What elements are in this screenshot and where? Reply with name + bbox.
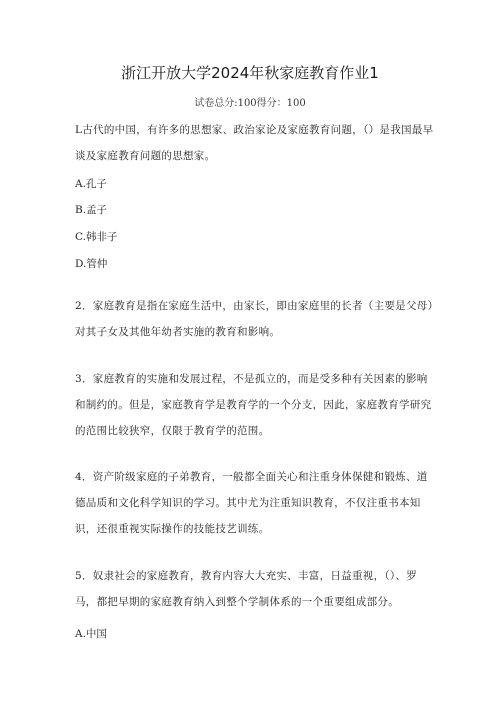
question-5-text: 5．奴隶社会的家庭教育，教育内容大大充实、丰富，日益重视，（）、罗马，都把早期的家庭教育纳入到整个学制体系的一个重要组成部分。	[75, 570, 418, 608]
question-5-option-a[interactable]: A.中国	[75, 628, 107, 640]
page-title: 浙江开放大学2024年秋家庭教育作业1	[121, 64, 379, 82]
question-1-option-c[interactable]: C.韩非子	[75, 231, 118, 243]
question-4-text: 4．资产阶级家庭的子弟教育，一般都全面关心和注重身体保健和锻炼、道德品质和文化科学知识的学习。其中尤为注重知识教育，不仅注重书本知识，还很重视实际操作的技能技艺训练。	[75, 471, 428, 535]
question-3-text: 3．家庭教育的实施和发展过程，不是孤立的，而是受多种有关因素的影响和制约的。但是，家庭教育学是教育学的一个分支，因此，家庭教育学研究的范围比较狭窄，仅限于教育学的范围。	[75, 373, 432, 437]
question-1-option-d[interactable]: D.管仲	[75, 258, 108, 270]
question-1-option-a[interactable]: A.孔子	[75, 178, 107, 190]
question-2-text: 2．家庭教育是指在家庭生活中，由家长，即由家庭里的长者（主要是父母）对其子女及其他年幼者实施的教育和影响。	[75, 300, 434, 338]
score-line: 试卷总分:100得分：100	[194, 98, 306, 109]
question-1-text: L古代的中国，有许多的思想家、政治家论及家庭教育问题，（）是我国最早谈及家庭教育问题的思想家。	[75, 124, 434, 162]
question-1-option-b[interactable]: B.孟子	[75, 204, 108, 216]
